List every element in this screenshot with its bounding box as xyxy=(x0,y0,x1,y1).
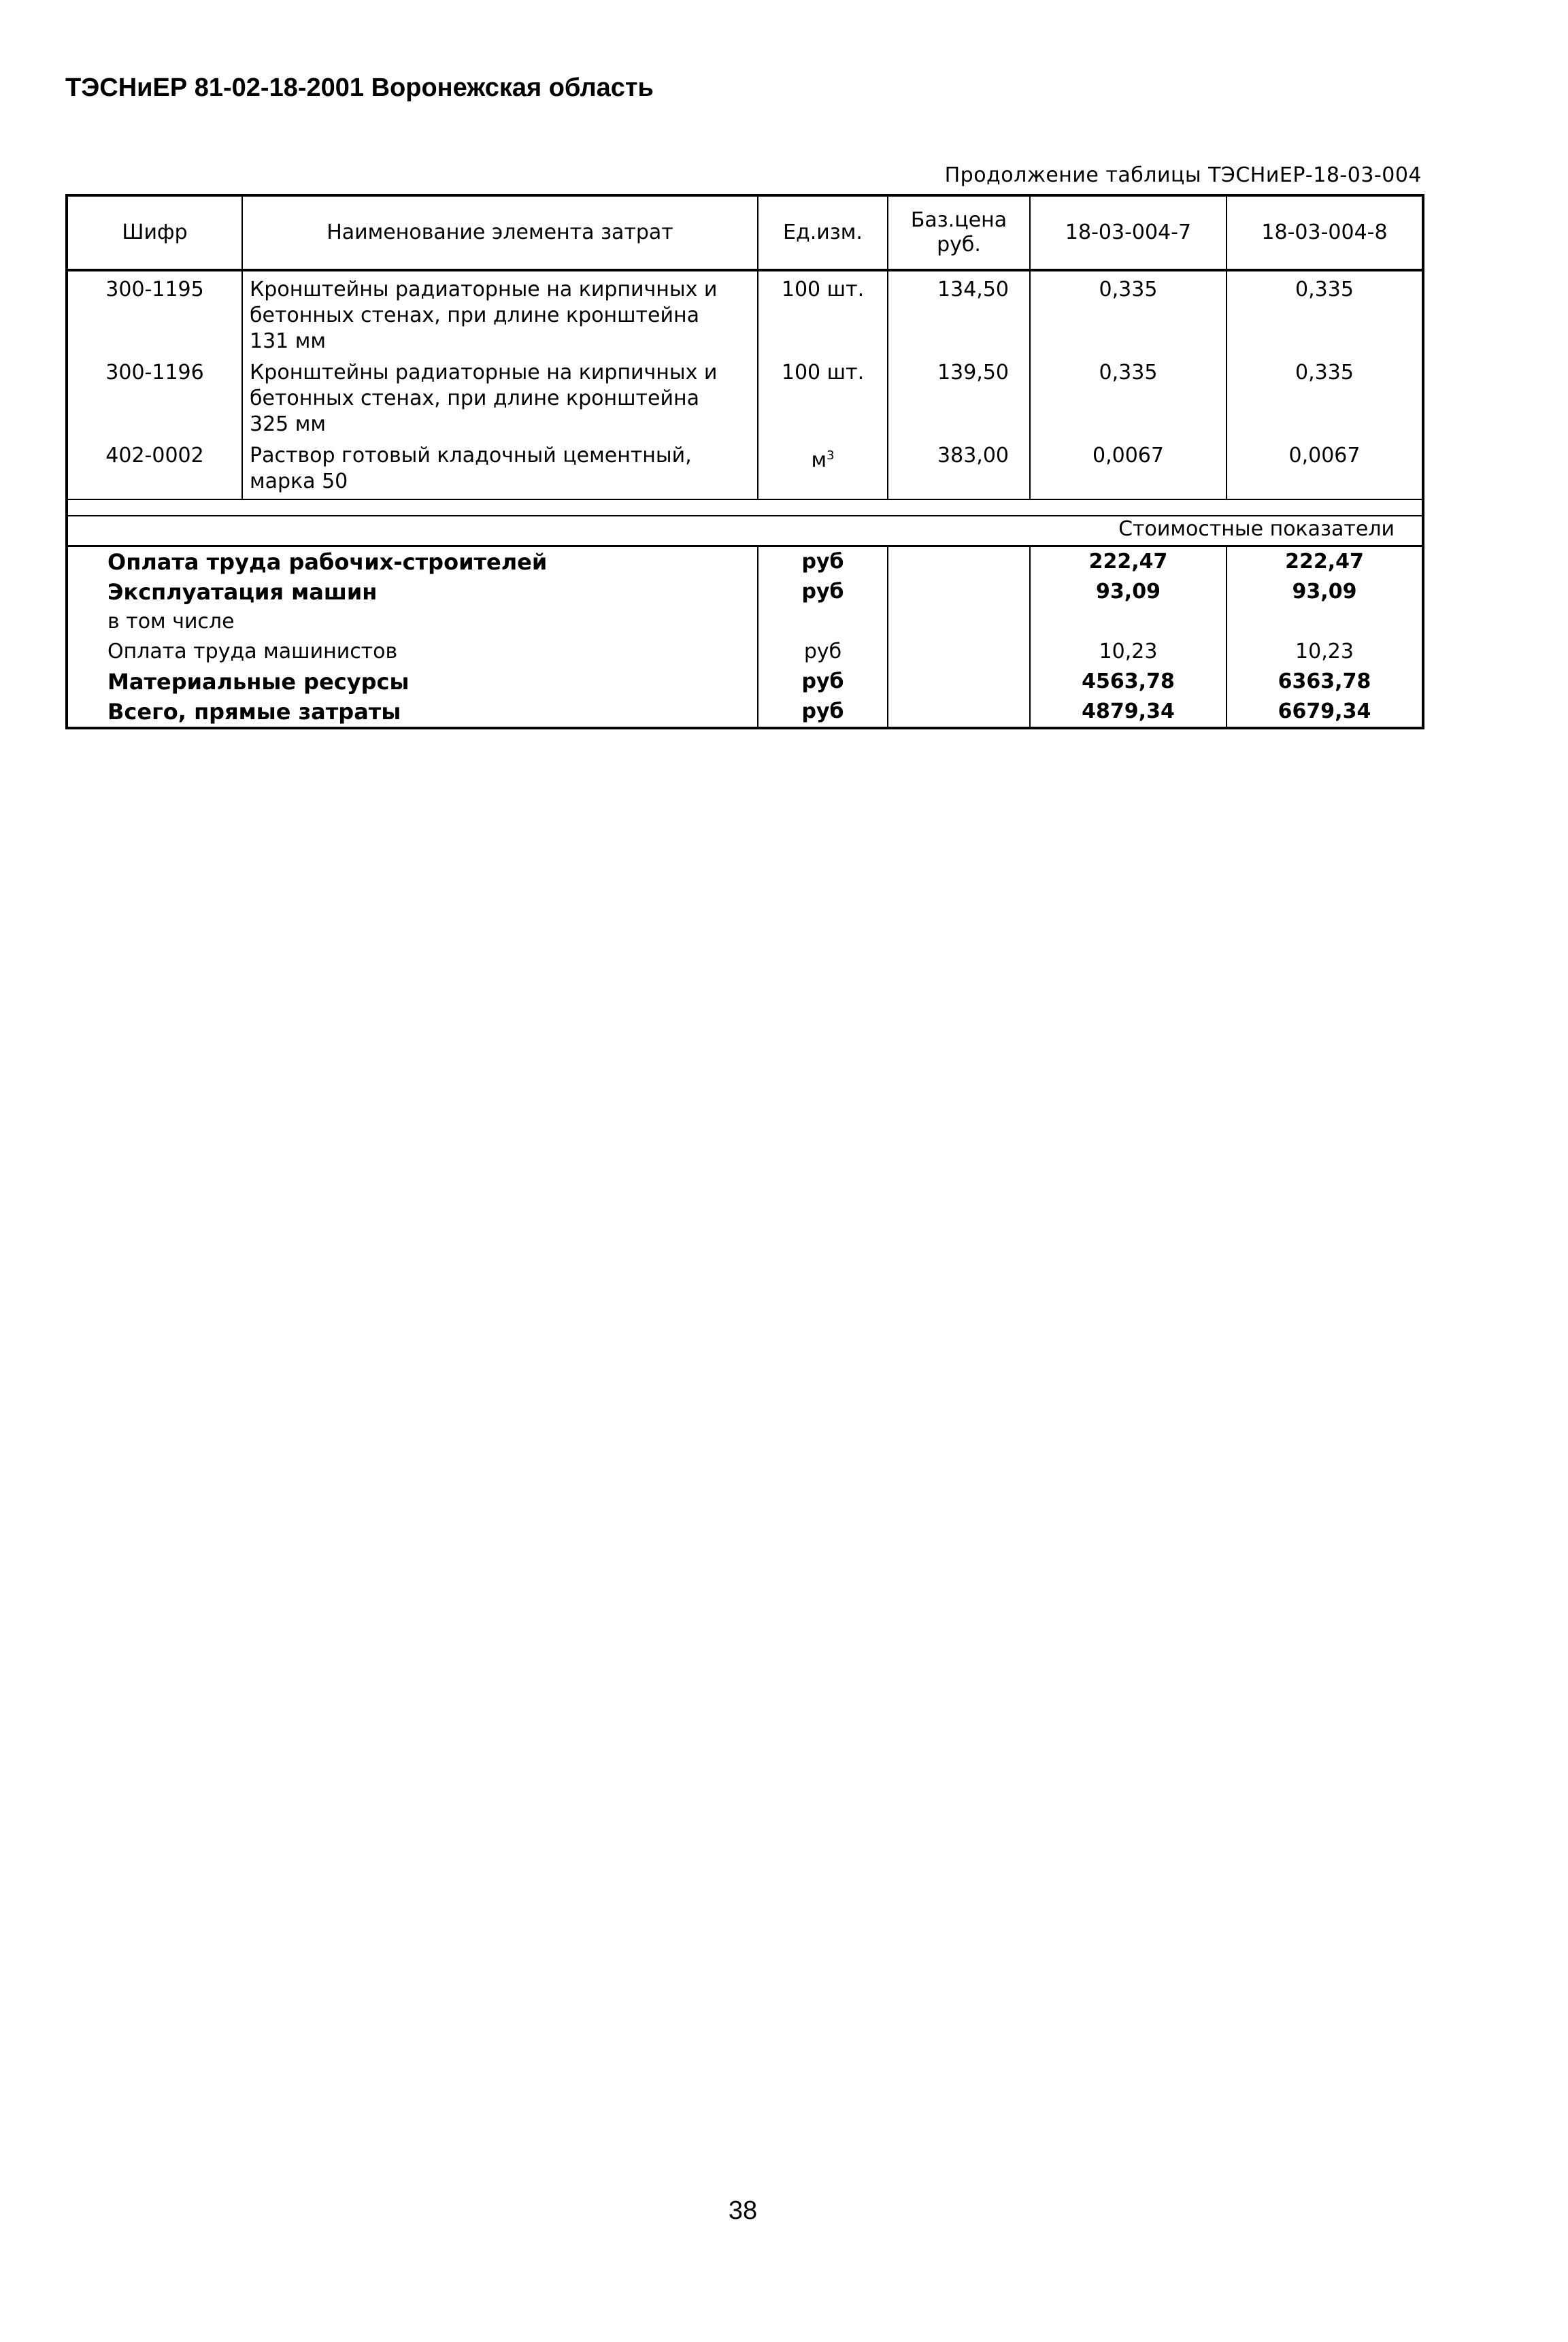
summary-empty xyxy=(888,607,1030,637)
table-row xyxy=(67,438,1423,499)
summary-unit: руб xyxy=(758,577,888,607)
summary-empty xyxy=(888,546,1030,578)
summary-value-col2: 93,09 xyxy=(1227,577,1423,607)
resource-name-line: Кронштейны радиаторные на кирпичных и xyxy=(250,361,718,384)
resource-value-col2: 0,0067 xyxy=(1227,438,1423,499)
resource-unit: 100 шт. xyxy=(758,270,888,354)
unit-base: м xyxy=(811,448,827,472)
separator-cell xyxy=(67,499,1423,516)
summary-value-col2: 222,47 xyxy=(1227,546,1423,578)
cost-table xyxy=(65,194,1424,729)
summary-row xyxy=(67,667,1423,697)
summary-value-col1: 4879,34 xyxy=(1030,697,1227,728)
resource-name-line: Кронштейны радиаторные на кирпичных и xyxy=(250,278,718,301)
summary-value-col2: 6363,78 xyxy=(1227,667,1423,697)
summary-label: Оплата труда рабочих-строителей xyxy=(67,546,758,578)
header-price xyxy=(888,195,1030,270)
page-title: ТЭСНиЕР 81-02-18-2001 Воронежская область xyxy=(65,73,654,102)
summary-label: Эксплуатация машин xyxy=(67,577,758,607)
resource-value-col2: 0,335 xyxy=(1227,354,1423,438)
summary-empty xyxy=(888,697,1030,728)
resource-name-line: бетонных стенах, при длине кронштейна xyxy=(250,303,699,327)
indicators-body xyxy=(67,499,1423,546)
summary-value-col1: 4563,78 xyxy=(1030,667,1227,697)
resource-price: 134,50 xyxy=(888,270,1030,354)
summary-unit: руб xyxy=(758,546,888,578)
summary-row xyxy=(67,697,1423,728)
resource-name-line: 325 мм xyxy=(250,412,327,436)
table-caption: Продолжение таблицы ТЭСНиЕР-18-03-004 xyxy=(944,163,1422,187)
resource-price: 139,50 xyxy=(888,354,1030,438)
resource-unit xyxy=(758,438,888,499)
resource-unit: 100 шт. xyxy=(758,354,888,438)
summary-body xyxy=(67,546,1423,729)
resource-value-col1: 0,0067 xyxy=(1030,438,1227,499)
resource-name-line: марка 50 xyxy=(250,469,348,493)
header-name: Наименование элемента затрат xyxy=(242,195,758,270)
unit-superscript: 3 xyxy=(827,448,835,463)
summary-value-col1: 10,23 xyxy=(1030,637,1227,667)
summary-row xyxy=(67,546,1423,578)
summary-unit: руб xyxy=(758,667,888,697)
resource-code: 402-0002 xyxy=(67,438,242,499)
summary-unit: руб xyxy=(758,637,888,667)
header-code: Шифр xyxy=(67,195,242,270)
summary-label: Всего, прямые затраты xyxy=(67,697,758,728)
resource-value-col1: 0,335 xyxy=(1030,270,1227,354)
table-row xyxy=(67,270,1423,354)
resource-code: 300-1196 xyxy=(67,354,242,438)
summary-empty xyxy=(888,577,1030,607)
indicators-header-row xyxy=(67,516,1423,546)
summary-row xyxy=(67,637,1423,667)
summary-label: Материальные ресурсы xyxy=(67,667,758,697)
resource-name xyxy=(242,354,758,438)
summary-value-col1: 93,09 xyxy=(1030,577,1227,607)
table-row xyxy=(67,354,1423,438)
summary-label: в том числе xyxy=(67,607,758,637)
separator-row xyxy=(67,499,1423,516)
summary-row xyxy=(67,577,1423,607)
summary-value-col1 xyxy=(1030,607,1227,637)
summary-unit xyxy=(758,607,888,637)
summary-value-col2: 10,23 xyxy=(1227,637,1423,667)
header-price-line2: руб. xyxy=(937,233,981,257)
summary-row xyxy=(67,607,1423,637)
indicators-label: Стоимостные показатели xyxy=(67,516,1423,546)
table-header xyxy=(67,195,1423,270)
summary-empty xyxy=(888,667,1030,697)
resource-name-line: бетонных стенах, при длине кронштейна xyxy=(250,386,699,410)
summary-value-col2 xyxy=(1227,607,1423,637)
page-number: 38 xyxy=(728,2196,758,2225)
resource-name-line: Раствор готовый кладочный цементный, xyxy=(250,444,692,467)
header-col2: 18-03-004-8 xyxy=(1227,195,1423,270)
header-price-line1: Баз.цена xyxy=(910,208,1007,232)
resource-name xyxy=(242,270,758,354)
resource-code: 300-1195 xyxy=(67,270,242,354)
header-col1: 18-03-004-7 xyxy=(1030,195,1227,270)
summary-value-col2: 6679,34 xyxy=(1227,697,1423,728)
summary-label: Оплата труда машинистов xyxy=(67,637,758,667)
resources-body xyxy=(67,270,1423,499)
summary-value-col1: 222,47 xyxy=(1030,546,1227,578)
resource-value-col1: 0,335 xyxy=(1030,354,1227,438)
resource-value-col2: 0,335 xyxy=(1227,270,1423,354)
summary-empty xyxy=(888,637,1030,667)
resource-price: 383,00 xyxy=(888,438,1030,499)
resource-name xyxy=(242,438,758,499)
summary-unit: руб xyxy=(758,697,888,728)
resource-name-line: 131 мм xyxy=(250,329,327,353)
header-unit: Ед.изм. xyxy=(758,195,888,270)
